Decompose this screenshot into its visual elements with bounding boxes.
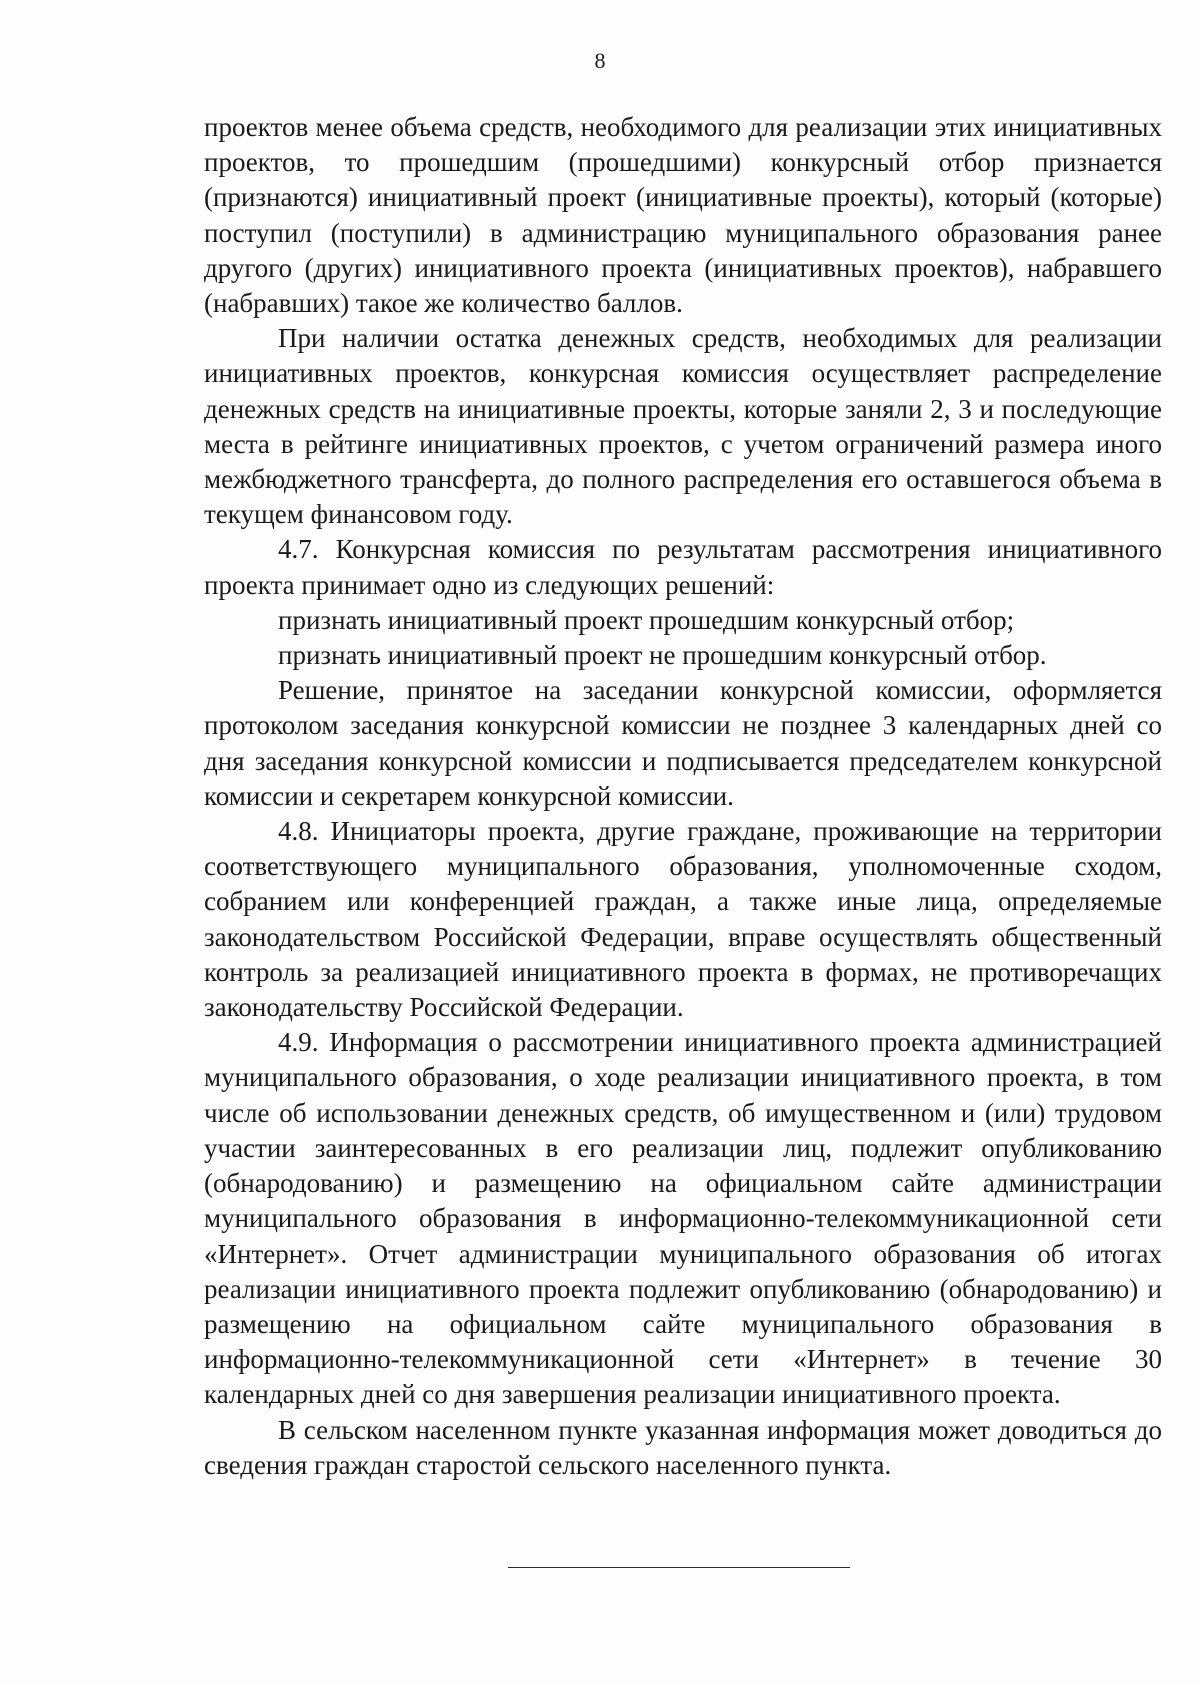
- page-number: 8: [594, 48, 606, 73]
- paragraph-decision-protocol: Решение, принятое на заседании конкурсной комиссии, оформляется протоколом заседания конкурсной комиссии не позднее 3 календарных дней со дня заседания конкурсной комиссии и подписывается председателем конкурсной комиссии и секретарем конкурсной комиссии.: [204, 675, 1162, 811]
- decision-option-not-passed: признать инициативный проект не прошедшим конкурсный отбор.: [278, 640, 1047, 671]
- paragraph-4-7: 4.7. Конкурсная комиссия по результатам рассмотрения инициативного проекта принимает одно из следующих решений:: [204, 534, 1162, 600]
- paragraph-remaining-funds: При наличии остатка денежных средств, необходимых для реализации инициативных проектов, конкурсная комиссия осуществляет распределение денежных средств на инициативные проекты, которые заняли 2, 3 и последующие места в рейтинге инициативных проектов, с учетом ограничений размера иного межбюджетного трансферта, до полного распределения его оставшегося объема в текущем финансовом году.: [204, 323, 1162, 530]
- paragraph-continuation: проектов менее объема средств, необходимого для реализации этих инициативных проектов, то прошедшим (прошедшими) конкурсный отбор признается (признаются) инициативный проект (инициативные проекты), который (которые) поступил (поступили) в администрацию муниципального образования ранее другого (других) инициативного проекта (инициативных проектов), набравшего (набравших) такое же количество баллов.: [204, 112, 1162, 319]
- paragraph-4-8: 4.8. Инициаторы проекта, другие граждане, проживающие на территории соответствующего муниципального образования, уполномоченные сходом, собранием или конференцией граждан, а также иные лица, определяемые законодательством Российской Федерации, вправе осуществлять общественный контроль за реализацией инициативного проекта в формах, не противоречащих законодательству Российской Федерации.: [204, 816, 1162, 1023]
- end-of-document-divider: [508, 1567, 850, 1568]
- decision-option-passed: признать инициативный проект прошедшим конкурсный отбор;: [278, 604, 1015, 635]
- document-body: [204, 110, 1162, 1483]
- paragraph-4-9: 4.9. Информация о рассмотрении инициативного проекта администрацией муниципального образования, о ходе реализации инициативного проекта, в том числе об использовании денежных средств, об имущественном и (или) трудовом участии заинтересованных в его реализации лиц, подлежит опубликованию (обнародованию) и размещению на официальном сайте администрации муниципального образования в информационно-телекоммуникационной сети «Интернет». Отчет администрации муниципального образования об итогах реализации инициативного проекта подлежит опубликованию (обнародованию) и размещению на официальном сайте муниципального образования в информационно-телекоммуникационной сети «Интернет» в течение 30 календарных дней со дня завершения реализации инициативного проекта.: [204, 1027, 1162, 1410]
- paragraph-rural-settlement: В сельском населенном пункте указанная информация может доводиться до сведения граждан старостой сельского населенного пункта.: [204, 1414, 1162, 1480]
